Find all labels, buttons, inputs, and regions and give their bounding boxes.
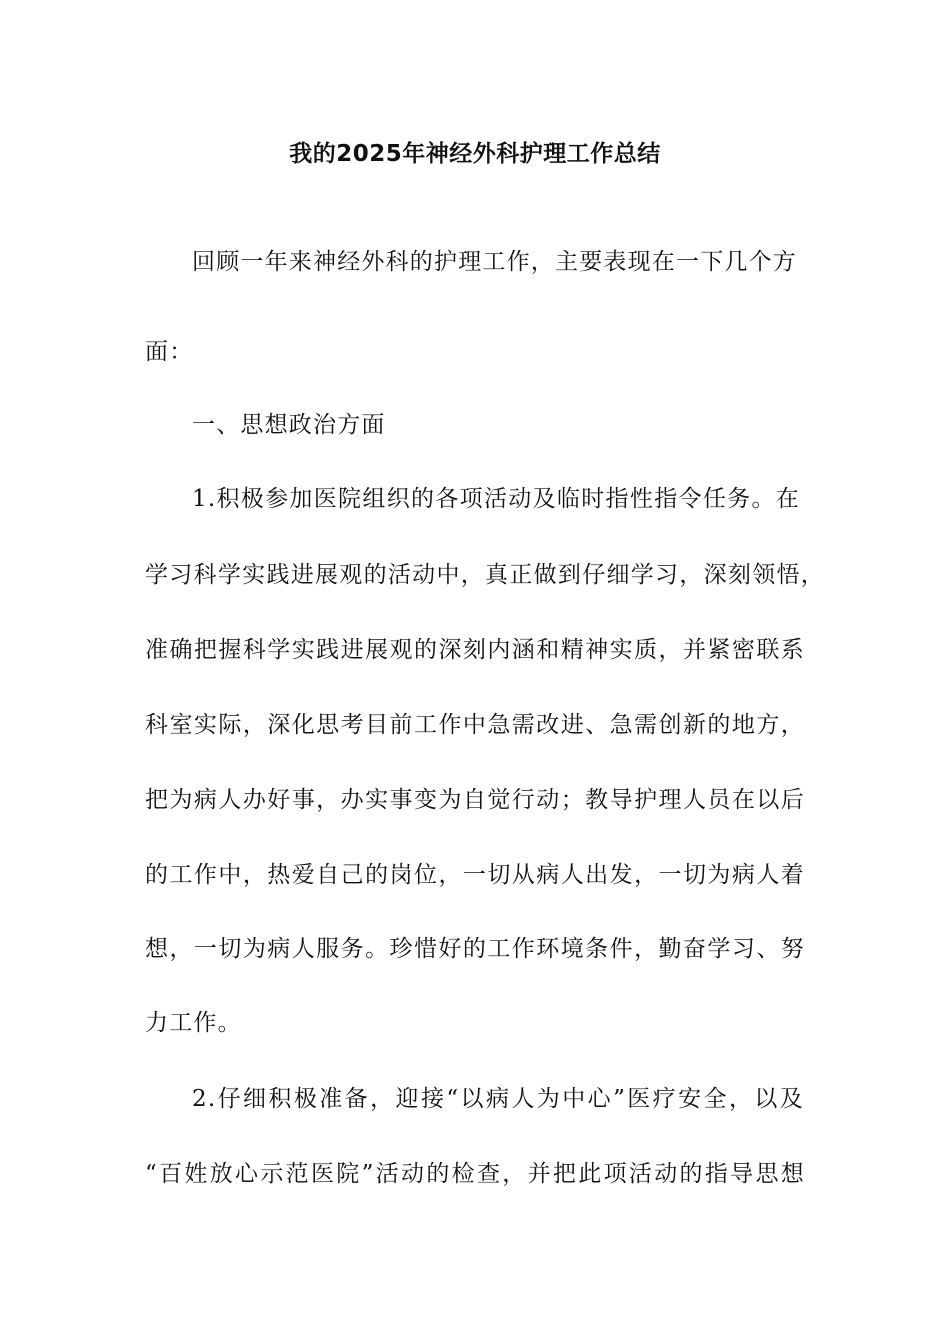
paragraph-line: 学习科学实践进展观的活动中，真正做到仔细学习，深刻领悟， xyxy=(145,562,825,588)
paragraph-line: 科室实际，深化思考目前工作中急需改进、急需创新的地方， xyxy=(145,712,805,738)
paragraph-line: 的工作中，热爱自己的岗位，一切从病人出发，一切为病人着 xyxy=(145,862,805,888)
paragraph-line: 把为病人办好事，办实事变为自觉行动；教导护理人员在以后 xyxy=(145,787,805,813)
paragraph-line: 面： xyxy=(145,339,194,365)
paragraph-line: 2.仔细积极准备，迎接“以病人为中心”医疗安全，以及 xyxy=(192,1086,804,1112)
paragraph-line: 力工作。 xyxy=(145,1010,242,1036)
paragraph-line: 准确把握科学实践进展观的深刻内涵和精神实质，并紧密联系 xyxy=(145,637,805,663)
paragraph-line: 1.积极参加医院组织的各项活动及临时指性指令任务。在 xyxy=(192,486,800,512)
paragraph-line: 想，一切为病人服务。珍惜好的工作环境条件，勤奋学习、努 xyxy=(145,936,805,962)
section-heading: 一、思想政治方面 xyxy=(192,412,386,438)
paragraph-line: “百姓放心示范医院”活动的检查，并把此项活动的指导思想 xyxy=(145,1161,805,1187)
document-title: 我的2025年神经外科护理工作总结 xyxy=(289,141,661,167)
paragraph-line: 回顾一年来神经外科的护理工作，主要表现在一下几个方 xyxy=(192,249,797,275)
